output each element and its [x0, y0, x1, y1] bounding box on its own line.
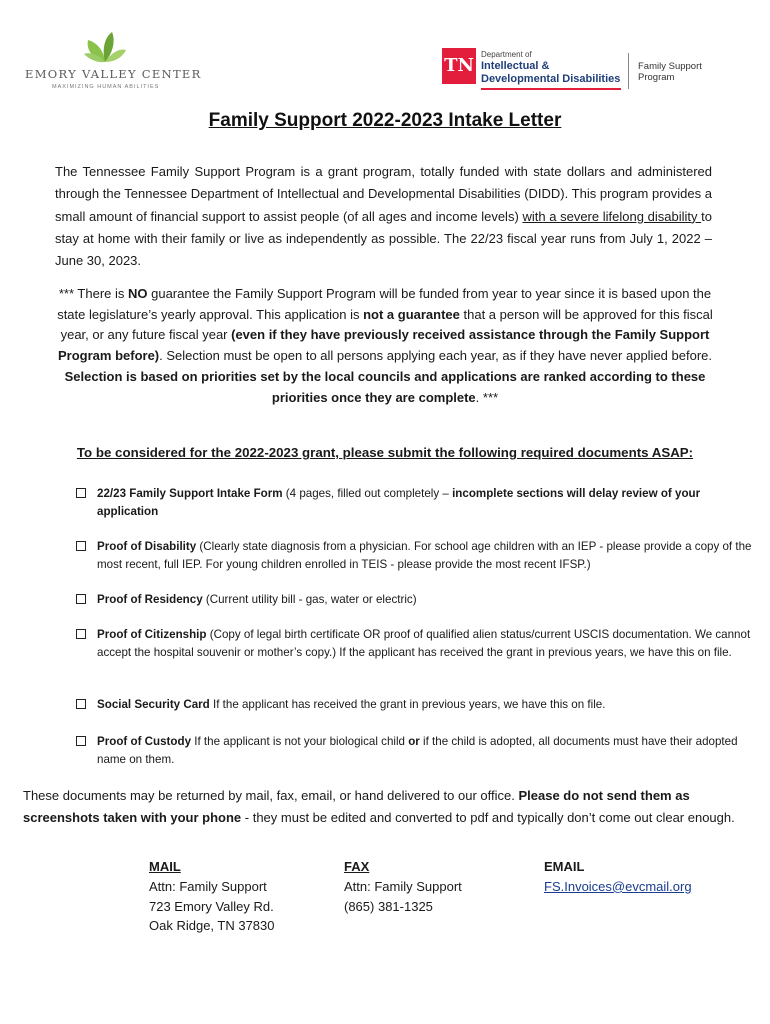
item-label: Proof of Disability: [97, 540, 197, 553]
notice-bold-2: not a guarantee: [363, 306, 460, 322]
item-bold-tail: or: [408, 735, 420, 748]
fax-number: (865) 381-1325: [344, 898, 433, 914]
contact-email: [544, 857, 692, 897]
notice-text-5: . ***: [475, 389, 499, 405]
mail-street: 723 Emory Valley Rd.: [149, 898, 274, 914]
notice-text-3: that a person will be approved for this fiscal year, or any future fiscal year: [60, 306, 713, 343]
dept-line-3: Developmental Disabilities: [481, 73, 621, 85]
contact-mail: [149, 857, 275, 936]
checkbox[interactable]: [76, 594, 86, 604]
item-detail: If the applicant is not your biological child: [191, 735, 409, 748]
notice-text-1: *** There is: [58, 286, 128, 301]
checkbox[interactable]: [76, 699, 86, 709]
item-detail: (Current utility bill - gas, water or electric): [202, 593, 417, 606]
checklist-item-social-security: [76, 696, 752, 714]
checklist-item-custody: [76, 733, 752, 768]
requirements-heading: To be considered for the 2022-2023 grant, please submit the following required documents ASAP:: [76, 445, 694, 460]
item-detail: If the applicant has received the grant in previous years, we have this on file.: [209, 698, 606, 711]
org-tagline: MAXIMIZING HUMAN ABILITIES: [52, 84, 160, 90]
checklist-item-disability: [76, 538, 752, 573]
fax-attn: Attn: Family Support: [344, 878, 462, 894]
item-label: Proof of Custody: [97, 735, 192, 748]
fax-heading: FAX: [344, 859, 370, 874]
intro-underlined: with a severe lifelong disability: [522, 208, 702, 224]
checklist-item-intake-form: [76, 485, 752, 520]
org-name: EMORY VALLEY CENTER: [25, 67, 202, 81]
program-line-1: Family Support: [638, 61, 702, 72]
notice-text-2: guarantee the Family Support Program will be funded from year to year since it is based upon the state legislature’s yearly approval. This application is: [57, 286, 712, 322]
checkbox[interactable]: [76, 736, 86, 746]
item-detail: (4 pages, filled out completely –: [282, 487, 453, 500]
submission-instructions: [23, 785, 738, 828]
item-label: Proof of Residency: [97, 593, 203, 606]
contact-fax: [344, 857, 462, 916]
checklist-item-citizenship: [76, 626, 752, 661]
closing-bold: Please do not send them as screenshots taken with your phone: [23, 788, 690, 825]
item-detail: (Copy of legal birth certificate OR proof of qualified alien status/current USCIS documentation. We cannot accept the hospital souvenir or mother’s copy.) If the applicant has received the grant in previous years, we have this on file.: [97, 628, 751, 659]
notice-text-4: . Selection must be open to all persons applying each year, as if they have never applied before.: [159, 348, 712, 364]
item-detail: (Clearly state diagnosis from a physician. For school age children with an IEP - please provide a copy of the most recent, full IEP. For young children enrolled in TEIS - please provide the most recent IFSP.): [97, 540, 752, 571]
checkbox[interactable]: [76, 541, 86, 551]
notice-bold-1: NO: [128, 286, 148, 301]
item-label: Social Security Card: [97, 698, 210, 711]
notice-bold-4: Selection is based on priorities set by the local councils and applications are ranked according to these priorities once they are complete: [64, 368, 706, 405]
dept-line-2: Intellectual &: [481, 60, 550, 72]
evc-leaf-logo-icon: [82, 30, 128, 64]
tn-state-badge: TN: [442, 48, 476, 84]
item-tail: if the child is adopted, all documents must have their adopted name on them.: [97, 735, 738, 766]
item-label: Proof of Citizenship: [97, 628, 207, 641]
checkbox[interactable]: [76, 629, 86, 639]
intro-text-2: to stay at home with their family or live as independently as possible. The 22/23 fiscal year runs from July 1, 2022 – June 30, 2023.: [55, 208, 712, 269]
email-link[interactable]: FS.Invoices@evcmail.org: [544, 878, 692, 894]
intro-paragraph: [55, 161, 712, 272]
notice-bold-3: (even if they have previously received assistance through the Family Support Program before): [58, 327, 710, 364]
department-name: [481, 50, 620, 86]
checkbox[interactable]: [76, 488, 86, 498]
program-line-2: Program: [638, 72, 675, 83]
closing-text-2: - they must be edited and converted to pdf and typically don’t come out clear enough.: [241, 809, 735, 825]
intro-text-1: The Tennessee Family Support Program is a grant program, totally funded with state dollars and administered through the Tennessee Department of Intellectual and Developmental Disabilities (DIDD). This program provides a small amount of financial support to assist people (of all ages and income levels): [55, 164, 712, 224]
mail-attn: Attn: Family Support: [149, 878, 267, 894]
dept-underline: [481, 88, 621, 90]
item-bold-tail: incomplete sections will delay review of your application: [97, 487, 701, 518]
closing-text-1: These documents may be returned by mail, fax, email, or hand delivered to our office.: [23, 788, 519, 803]
funding-notice: [50, 284, 720, 408]
dept-line-1: Department of: [481, 50, 532, 59]
header-divider: [628, 53, 629, 89]
mail-heading: MAIL: [149, 859, 181, 874]
mail-city: Oak Ridge, TN 37830: [149, 918, 275, 934]
checklist-item-residency: [76, 591, 752, 609]
program-name: [638, 61, 702, 83]
email-heading: EMAIL: [544, 859, 585, 874]
page-title: Family Support 2022-2023 Intake Letter: [208, 110, 562, 131]
item-label: 22/23 Family Support Intake Form: [97, 487, 283, 500]
